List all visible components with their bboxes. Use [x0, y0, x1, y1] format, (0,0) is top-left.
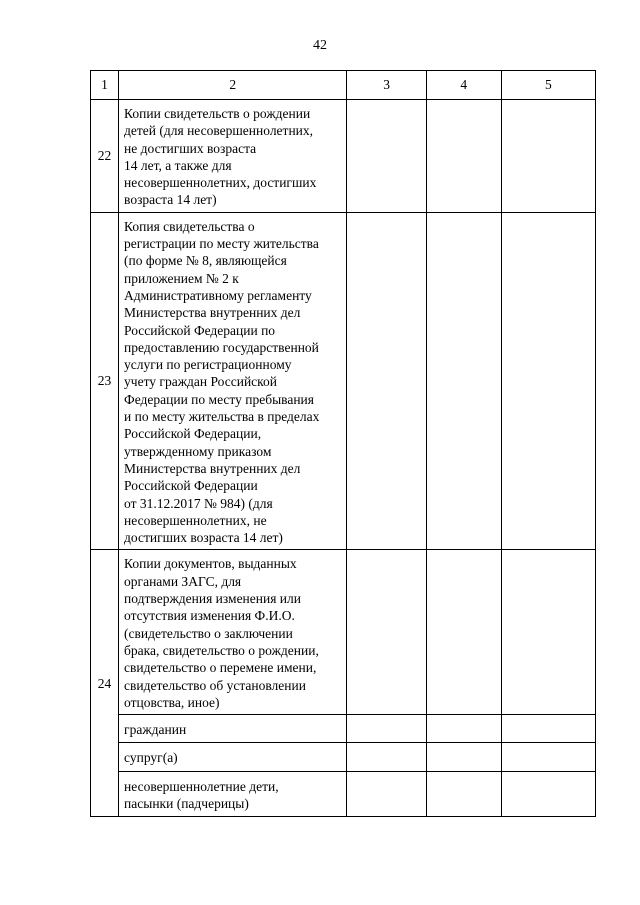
table-subrow-citizen	[91, 715, 596, 743]
empty-cell-col-4	[426, 715, 501, 743]
empty-cell-col-4	[426, 550, 501, 715]
empty-cell-col-4	[426, 743, 501, 771]
empty-cell-col-5	[501, 212, 595, 550]
description-line: отсутствия изменения Ф.И.О.	[124, 608, 295, 624]
table-row-23	[91, 212, 596, 550]
subrow-description	[119, 771, 347, 817]
description-line: Копии документов, выданных	[124, 556, 297, 572]
table-row-22	[91, 100, 596, 213]
description-line: предоставлению государственной	[124, 339, 319, 355]
table-header-row	[91, 71, 596, 100]
description-line: Копии свидетельств о рождении	[124, 106, 311, 121]
description-line: от 31.12.2017 № 984) (для	[124, 495, 273, 511]
description-line: (свидетельство о заключении	[124, 625, 293, 641]
header-cell-1: 1	[91, 71, 119, 100]
empty-cell-col-3	[347, 212, 426, 550]
description-line: детей (для несовершеннолетних,	[124, 123, 314, 139]
header-cell-2: 2	[119, 71, 347, 100]
description-line: утвержденному приказом	[124, 443, 272, 459]
empty-cell-col-4	[426, 100, 501, 213]
description-line: Министерства внутренних дел	[124, 460, 301, 476]
description-line: Федерации по месту пребывания	[124, 391, 314, 407]
row-description	[119, 212, 347, 550]
description-line: Российской Федерации по	[124, 322, 276, 338]
description-line: несовершеннолетних, не	[124, 512, 267, 528]
description-line: (по форме № 8, являющейся	[124, 253, 287, 269]
description-line: отцовства, иное)	[124, 694, 220, 710]
description-line: подтверждения изменения или	[124, 591, 301, 607]
row-description	[119, 100, 347, 213]
subrow-description	[119, 715, 347, 743]
description-line: услуги по регистрационному	[124, 357, 292, 373]
page-number: 42	[313, 38, 327, 53]
documents-table	[90, 70, 596, 817]
empty-cell-col-3	[347, 100, 426, 213]
description-line: 14 лет, а также для	[124, 157, 232, 173]
empty-cell-col-3	[347, 743, 426, 771]
row-number: 23	[91, 212, 119, 550]
row-description	[119, 550, 347, 715]
subrow-description	[119, 743, 347, 771]
description-line: свидетельство об установлении	[124, 677, 306, 693]
description-line: не достигших возраста	[124, 140, 257, 156]
table-subrow-minor-children	[91, 771, 596, 817]
empty-cell-col-3	[347, 771, 426, 817]
description-line: Российской Федерации	[124, 478, 258, 494]
description-line: учету граждан Российской	[124, 374, 278, 390]
description-line: свидетельство о перемене имени,	[124, 660, 317, 676]
description-line: несовершеннолетних, достигших	[124, 175, 317, 191]
description-line: Административному регламенту	[124, 287, 312, 303]
table-row-24	[91, 550, 596, 715]
empty-cell-col-3	[347, 550, 426, 715]
description-line: и по месту жительства в пределах	[124, 409, 320, 425]
description-line: регистрации по месту жительства	[124, 236, 319, 252]
description-line: брака, свидетельство о рождении,	[124, 642, 319, 658]
header-cell-3: 3	[347, 71, 426, 100]
description-line: достигших возраста 14 лет)	[124, 530, 283, 546]
description-line: возраста 14 лет)	[124, 192, 217, 208]
description-line: несовершеннолетние дети,	[124, 778, 279, 794]
empty-cell-col-5	[501, 100, 595, 213]
row-number: 22	[91, 100, 119, 213]
description-line: Российской Федерации,	[124, 426, 262, 442]
empty-cell-col-4	[426, 212, 501, 550]
empty-cell-col-4	[426, 771, 501, 817]
empty-cell-col-5	[501, 743, 595, 771]
empty-cell-col-5	[501, 550, 595, 715]
description-line: пасынки (падчерицы)	[124, 795, 249, 811]
description-line: супруг(а)	[124, 750, 178, 766]
empty-cell-col-5	[501, 771, 595, 817]
empty-cell-col-5	[501, 715, 595, 743]
table-subrow-spouse	[91, 743, 596, 771]
empty-cell-col-3	[347, 715, 426, 743]
description-line: гражданин	[124, 722, 187, 738]
description-line: органами ЗАГС, для	[124, 573, 242, 589]
description-line: Копия свидетельства о	[124, 218, 255, 234]
row-number: 24	[91, 550, 119, 817]
description-line: Министерства внутренних дел	[124, 305, 301, 321]
header-cell-5: 5	[501, 71, 595, 100]
description-line: приложением № 2 к	[124, 270, 239, 286]
header-cell-4: 4	[426, 71, 501, 100]
